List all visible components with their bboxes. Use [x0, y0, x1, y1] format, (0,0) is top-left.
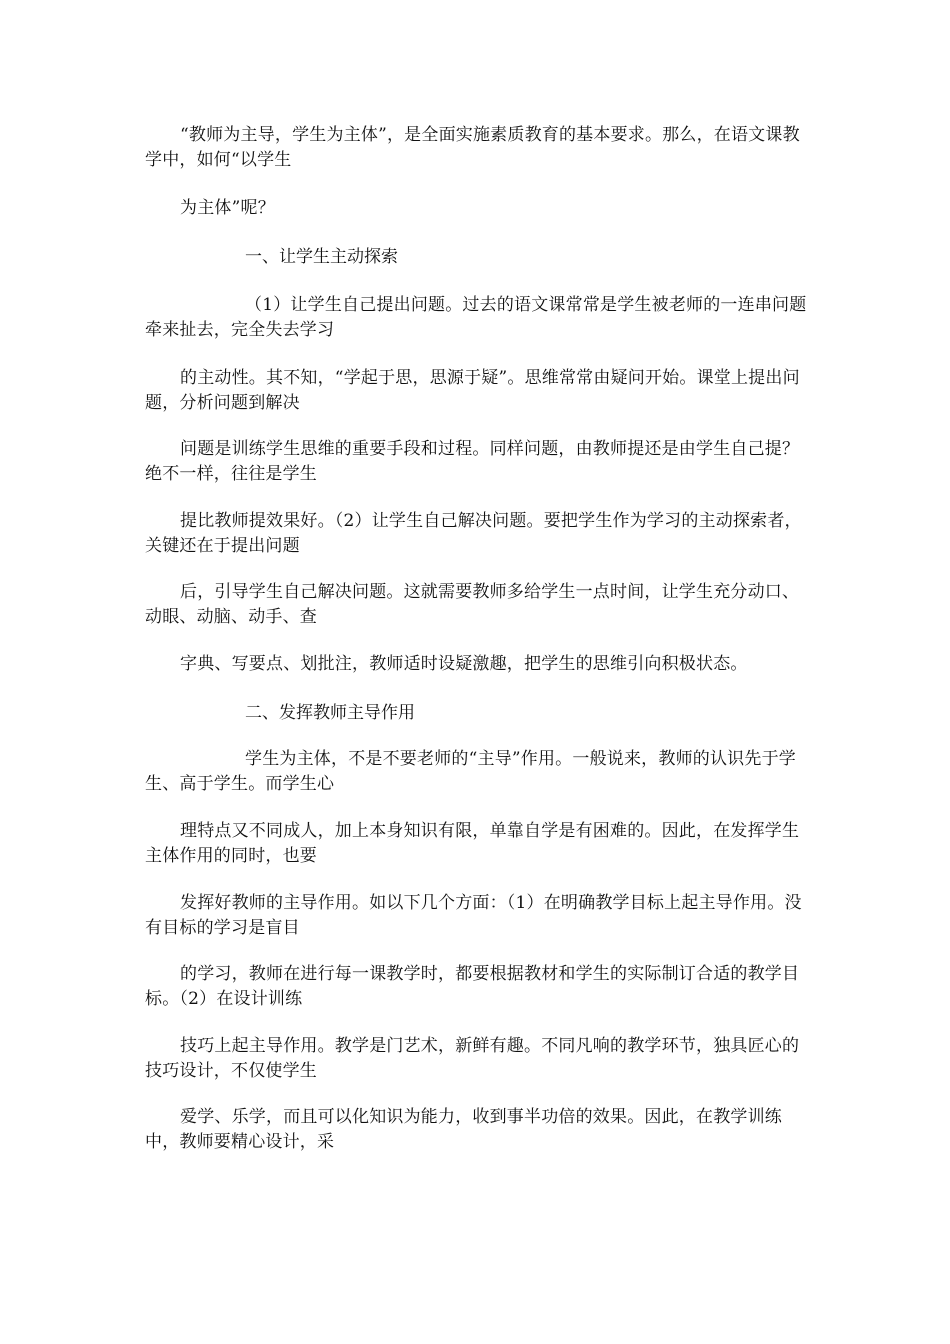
paragraph: 理特点又不同成人，加上本身知识有限，单靠自学是有困难的。因此，在发挥学生主体作用的同时，也要	[145, 821, 800, 866]
paragraph: 问题是训练学生思维的重要手段和过程。同样问题，由教师提还是由学生自己提？绝不一样，往往是学生	[145, 439, 800, 484]
paragraph: 提比教师提效果好。（2）让学生自己解决问题。要把学生作为学习的主动探索者，关键还在于提出问题	[145, 511, 802, 556]
paragraph-intro-cont: 为主体”呢？	[180, 198, 275, 218]
paragraph-intro: “教师为主导，学生为主体”，是全面实施素质教育的基本要求。那么，在语文课教学中，如何“以学生	[145, 125, 800, 170]
paragraph: 的学习，教师在进行每一课教学时，都要根据教材和学生的实际制订合适的教学目标。（2）在设计训练	[145, 964, 800, 1009]
paragraph: 后，引导学生自己解决问题。这就需要教师多给学生一点时间，让学生充分动口、动眼、动脑、动手、查	[145, 582, 800, 627]
paragraph: 的主动性。其不知，“学起于思，思源于疑”。思维常常由疑问开始。课堂上提出问题，分析问题到解决	[145, 368, 800, 413]
paragraph: 爱学、乐学，而且可以化知识为能力，收到事半功倍的效果。因此，在教学训练中，教师要精心设计，采	[145, 1107, 782, 1152]
section-heading-1: 一、让学生主动探索	[245, 247, 398, 267]
paragraph: 学生为主体，不是不要老师的“主导”作用。一般说来，教师的认识先于学生、高于学生。而学生心	[145, 749, 796, 794]
section-heading-2: 二、发挥教师主导作用	[245, 703, 415, 723]
paragraph: 字典、写要点、划批注，教师适时设疑激趣，把学生的思维引向积极状态。	[180, 654, 748, 674]
paragraph: 发挥好教师的主导作用。如以下几个方面：（1）在明确教学目标上起主导作用。没有目标的学习是盲目	[145, 893, 802, 938]
paragraph: 技巧上起主导作用。教学是门艺术，新鲜有趣。不同凡响的教学环节，独具匠心的技巧设计，不仅使学生	[145, 1036, 800, 1081]
paragraph: （1）让学生自己提出问题。过去的语文课常常是学生被老师的一连串问题牵来扯去，完全失去学习	[145, 295, 807, 340]
